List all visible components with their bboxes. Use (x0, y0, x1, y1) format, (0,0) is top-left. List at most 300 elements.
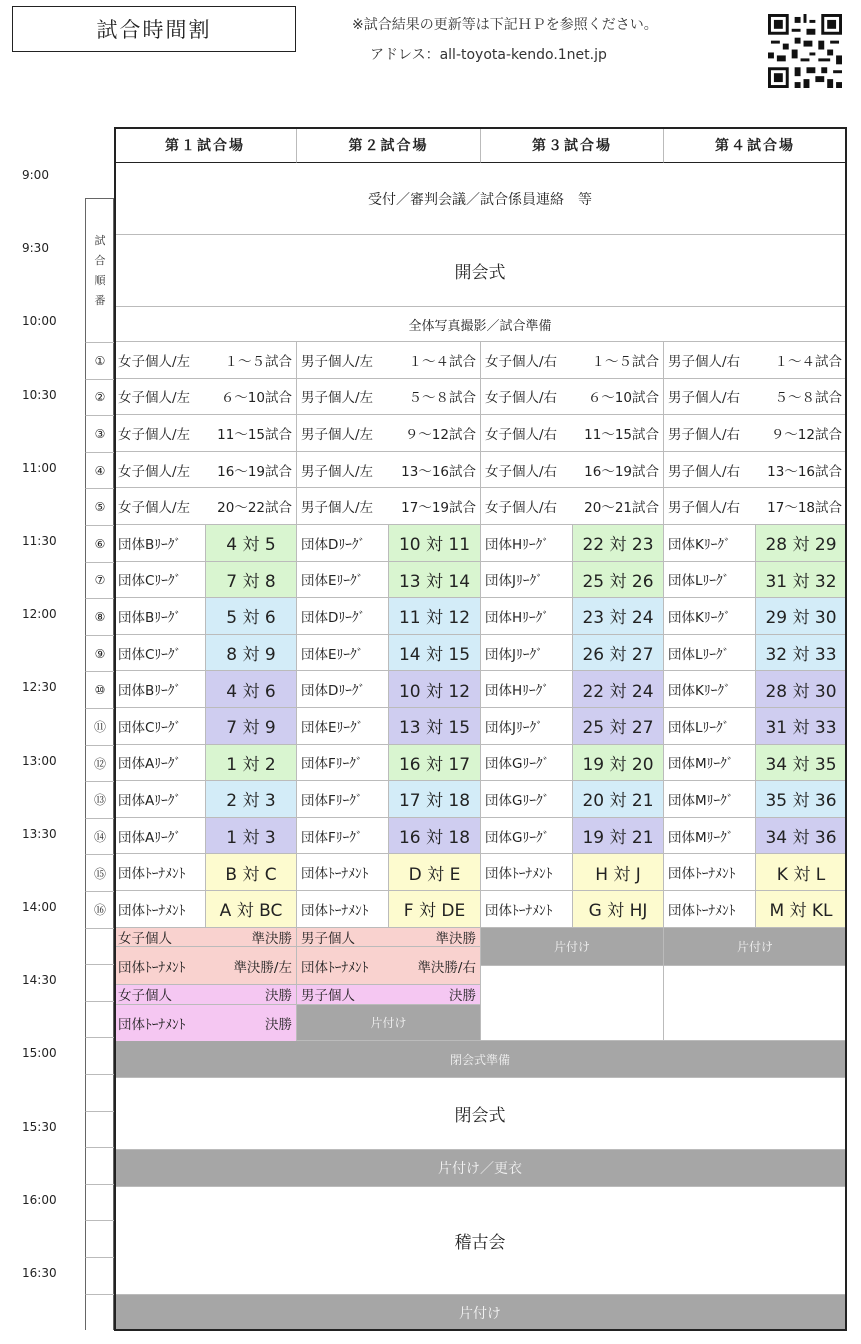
team-matchup (206, 781, 297, 818)
individual-match-cell (664, 452, 847, 489)
time-label: 9:30 (22, 241, 49, 256)
division-label: 女子個人/左 (118, 390, 191, 407)
time-label: 10:00 (22, 314, 57, 329)
time-label: 15:00 (22, 1046, 57, 1061)
division-label: 女子個人 (118, 988, 172, 1005)
matchup-label: 28 対 29 (765, 535, 837, 556)
league-label: 団体Kﾘｰｸﾞ (668, 536, 731, 553)
team-league-label (114, 781, 206, 818)
team-league-label (297, 891, 389, 928)
court2-cleanup (297, 1005, 481, 1041)
league-label: 団体Lﾘｰｸﾞ (668, 573, 730, 590)
team-matchup (756, 562, 847, 599)
team-league-label (664, 562, 756, 599)
order-number: ③ (85, 415, 114, 452)
team-matchup (573, 745, 664, 782)
team-matchup (756, 745, 847, 782)
match-range: ９～12試合 (770, 426, 842, 443)
league-label: 団体ﾄｰﾅﾒﾝﾄ (301, 866, 369, 883)
matchup-label: 32 対 33 (765, 645, 837, 666)
team-league-label (664, 671, 756, 708)
court-header-4 (664, 127, 847, 163)
team-league-label (664, 891, 756, 928)
league-label: 団体Bﾘｰｸﾞ (118, 609, 182, 626)
individual-match-cell (481, 488, 664, 525)
team-matchup (389, 708, 481, 745)
individual-match-cell (664, 488, 847, 525)
division-label: 女子個人/左 (118, 426, 191, 443)
team-matchup (389, 891, 481, 928)
team-matchup (206, 525, 297, 562)
order-number: ④ (85, 452, 114, 489)
order-number: ⑥ (85, 525, 114, 562)
team-matchup (389, 562, 481, 599)
team-league-label (664, 525, 756, 562)
division-label: 団体ﾄｰﾅﾒﾝﾄ (301, 959, 369, 976)
individual-match-cell (664, 342, 847, 379)
matchup-label: 31 対 32 (765, 571, 837, 592)
team-league-label (664, 745, 756, 782)
team-matchup (389, 854, 481, 891)
order-blank (85, 1001, 114, 1038)
match-range: ９～12試合 (404, 426, 476, 443)
team-league-label (297, 781, 389, 818)
matchup-label: 11 対 12 (398, 608, 471, 629)
league-label: 団体Bﾘｰｸﾞ (118, 536, 182, 553)
league-label: 団体Gﾘｰｸﾞ (485, 792, 550, 809)
team-league-label (297, 854, 389, 891)
team-league-label (664, 781, 756, 818)
order-blank (85, 1111, 114, 1148)
team-matchup (573, 781, 664, 818)
team-league-label (114, 671, 206, 708)
division-label: 女子個人/左 (118, 500, 191, 517)
match-range: 16～19試合 (217, 463, 292, 480)
matchup-label: 7 対 8 (226, 571, 276, 592)
team-matchup (206, 745, 297, 782)
individual-match-cell (297, 488, 481, 525)
website-address[interactable]: アドレス：all-toyota-kendo.1net.jp (370, 47, 607, 63)
time-label: 14:00 (22, 900, 57, 914)
court3-empty (481, 966, 664, 1041)
division-label: 女子個人/右 (485, 390, 558, 407)
division-label: 男子個人/右 (668, 426, 741, 443)
league-label: 団体Fﾘｰｸﾞ (301, 792, 363, 809)
matchup-label: H 対 J (595, 864, 641, 885)
matchup-label: 31 対 33 (765, 718, 837, 739)
team-matchup (206, 818, 297, 855)
order-header-char: 試 (94, 233, 106, 247)
team-league-label (297, 818, 389, 855)
event-label: 開会式 (454, 263, 506, 283)
order-number: ⑮ (85, 854, 114, 891)
match-range: 13～16試合 (401, 463, 476, 480)
team-league-label (297, 745, 389, 782)
individual-match-cell (114, 415, 297, 452)
court-header-3 (481, 127, 664, 163)
individual-match-cell (114, 488, 297, 525)
league-label: 団体Lﾘｰｸﾞ (668, 646, 730, 663)
time-label: 11:00 (22, 460, 57, 475)
team-matchup (756, 854, 847, 891)
order-blank (85, 1074, 114, 1111)
individual-match-cell (481, 415, 664, 452)
team-league-label (297, 562, 389, 599)
matchup-label: 29 対 30 (765, 608, 837, 629)
individual-match-cell (481, 452, 664, 489)
time-label: 10:30 (22, 387, 57, 402)
team-league-label (114, 562, 206, 599)
division-label: 男子個人/左 (301, 390, 374, 407)
event-reception (114, 163, 847, 235)
league-label: 団体ﾄｰﾅﾒﾝﾄ (668, 866, 736, 883)
match-range: ６～10試合 (587, 390, 659, 407)
division-label: 女子個人 (118, 930, 172, 947)
order-header-char: 合 (94, 253, 106, 267)
order-number: ① (85, 342, 114, 379)
league-label: 団体Cﾘｰｸﾞ (118, 573, 182, 590)
matchup-label: 4 対 6 (226, 681, 276, 702)
cleanup-label: 片付け (370, 1015, 407, 1030)
team-matchup (389, 781, 481, 818)
team-matchup (206, 854, 297, 891)
individual-match-cell (481, 379, 664, 416)
league-label: 団体Dﾘｰｸﾞ (301, 609, 366, 626)
order-number: ⑬ (85, 781, 114, 818)
court1-final-cell (114, 928, 297, 948)
league-label: 団体ﾄｰﾅﾒﾝﾄ (485, 866, 553, 883)
court1-final-cell (114, 947, 297, 985)
division-label: 団体ﾄｰﾅﾒﾝﾄ (118, 1016, 186, 1033)
league-label: 団体Dﾘｰｸﾞ (301, 683, 366, 700)
matchup-label: F 対 DE (403, 901, 466, 922)
division-label: 女子個人/左 (118, 463, 191, 480)
league-label: 団体Kﾘｰｸﾞ (668, 609, 731, 626)
order-blank (85, 1294, 114, 1331)
matchup-label: 19 対 20 (582, 754, 654, 775)
matchup-label: A 対 BC (219, 901, 283, 922)
team-league-label (114, 708, 206, 745)
matchup-label: 26 対 27 (582, 645, 654, 666)
matchup-label: 35 対 36 (765, 791, 837, 812)
division-label: 男子個人/左 (301, 463, 374, 480)
order-number: ② (85, 379, 114, 416)
division-label: 男子個人/右 (668, 353, 741, 370)
league-label: 団体Kﾘｰｸﾞ (668, 683, 731, 700)
matchup-label: 25 対 27 (582, 718, 654, 739)
court2-final-cell (297, 985, 481, 1005)
individual-match-cell (114, 379, 297, 416)
league-label: 団体Eﾘｰｸﾞ (301, 573, 364, 590)
team-matchup (206, 598, 297, 635)
event-cleanup-change (114, 1150, 847, 1187)
matchup-label: 22 対 24 (582, 681, 654, 702)
matchup-label: 22 対 23 (582, 535, 654, 556)
event-label: 片付け／更衣 (438, 1161, 522, 1177)
match-range: 16～19試合 (584, 463, 659, 480)
matchup-label: K 対 L (776, 864, 826, 885)
league-label: 団体Mﾘｰｸﾞ (668, 756, 734, 773)
matchup-label: 20 対 21 (582, 791, 654, 812)
division-label: 男子個人/左 (301, 353, 374, 370)
matchup-label: 10 対 11 (398, 535, 471, 556)
court-header-label: 第４試合場 (715, 137, 795, 154)
league-label: 団体Fﾘｰｸﾞ (301, 829, 363, 846)
event-cleanup-final (114, 1295, 847, 1331)
matchup-label: 14 対 15 (398, 645, 471, 666)
league-label: 団体Hﾘｰｸﾞ (485, 609, 550, 626)
round-label: 決勝 (265, 1016, 292, 1033)
event-label: 閉会式準備 (449, 1052, 510, 1067)
team-league-label (114, 891, 206, 928)
division-label: 男子個人 (301, 930, 355, 947)
event-photo (114, 307, 847, 342)
team-matchup (573, 854, 664, 891)
match-range: 13～16試合 (767, 463, 842, 480)
matchup-label: 17 対 18 (398, 791, 471, 812)
team-league-label (481, 562, 573, 599)
league-label: 団体Mﾘｰｸﾞ (668, 792, 734, 809)
team-league-label (481, 671, 573, 708)
order-blank (85, 1257, 114, 1294)
order-header-char: 順 (94, 273, 106, 287)
round-label: 準決勝 (435, 930, 476, 947)
individual-match-cell (664, 379, 847, 416)
order-blank (85, 1037, 114, 1074)
league-label: 団体Jﾘｰｸﾞ (485, 646, 543, 663)
team-matchup (756, 598, 847, 635)
team-matchup (756, 671, 847, 708)
court-header-label: 第２試合場 (348, 137, 429, 154)
league-label: 団体Jﾘｰｸﾞ (485, 719, 543, 736)
cleanup-label: 片付け (553, 939, 590, 954)
team-league-label (481, 708, 573, 745)
round-label: 準決勝/右 (417, 959, 476, 976)
matchup-label: 8 対 9 (226, 645, 276, 666)
matchup-label: 34 対 35 (765, 754, 837, 775)
match-range: ６～10試合 (220, 390, 292, 407)
matchup-label: G 対 HJ (588, 901, 648, 922)
court-header-1 (114, 127, 297, 163)
matchup-label: 7 対 9 (226, 718, 276, 739)
match-range: ５～８試合 (774, 390, 842, 407)
results-note: ※試合結果の更新等は下記ＨＰを参照ください。 (352, 17, 658, 33)
individual-match-cell (114, 342, 297, 379)
court-header-label: 第１試合場 (165, 137, 245, 154)
division-label: 男子個人 (301, 988, 355, 1005)
division-label: 団体ﾄｰﾅﾒﾝﾄ (118, 959, 186, 976)
time-label: 13:00 (22, 753, 57, 768)
time-label: 9:00 (22, 168, 49, 182)
time-label: 14:30 (22, 973, 57, 988)
team-league-label (481, 854, 573, 891)
matchup-label: 10 対 12 (398, 681, 471, 702)
team-matchup (389, 525, 481, 562)
team-league-label (114, 818, 206, 855)
league-label: 団体Gﾘｰｸﾞ (485, 829, 550, 846)
team-league-label (664, 854, 756, 891)
round-label: 準決勝 (251, 930, 292, 947)
team-matchup (206, 708, 297, 745)
order-number: ⑪ (85, 708, 114, 745)
court2-final-cell (297, 947, 481, 985)
matchup-label: 1 対 3 (226, 828, 276, 849)
team-league-label (114, 745, 206, 782)
matchup-label: M 対 KL (769, 901, 833, 922)
cleanup-label: 片付け (736, 939, 773, 954)
court4-cleanup (664, 928, 847, 966)
team-matchup (389, 598, 481, 635)
matchup-label: 2 対 3 (226, 791, 276, 812)
order-header-char: 番 (94, 293, 106, 307)
division-label: 男子個人/左 (301, 426, 374, 443)
team-league-label (114, 635, 206, 672)
league-label: 団体Aﾘｰｸﾞ (118, 829, 182, 846)
league-label: 団体ﾄｰﾅﾒﾝﾄ (485, 902, 553, 919)
team-matchup (206, 671, 297, 708)
team-league-label (481, 891, 573, 928)
order-number: ⑦ (85, 562, 114, 599)
team-matchup (756, 708, 847, 745)
court-header-2 (297, 127, 481, 163)
team-matchup (573, 818, 664, 855)
league-label: 団体Eﾘｰｸﾞ (301, 646, 364, 663)
event-closing (114, 1078, 847, 1150)
team-matchup (389, 635, 481, 672)
individual-match-cell (297, 415, 481, 452)
league-label: 団体Fﾘｰｸﾞ (301, 756, 363, 773)
division-label: 男子個人/右 (668, 500, 741, 517)
team-matchup (206, 562, 297, 599)
individual-match-cell (297, 342, 481, 379)
matchup-label: 23 対 24 (582, 608, 654, 629)
team-league-label (297, 525, 389, 562)
league-label: 団体Hﾘｰｸﾞ (485, 683, 550, 700)
order-blank (85, 1220, 114, 1257)
court2-final-cell (297, 928, 481, 948)
match-range: 17～18試合 (767, 500, 842, 517)
team-league-label (481, 635, 573, 672)
court-header-label: 第３試合場 (532, 137, 612, 154)
league-label: 団体Eﾘｰｸﾞ (301, 719, 364, 736)
individual-match-cell (297, 452, 481, 489)
team-matchup (573, 671, 664, 708)
time-label: 13:30 (22, 826, 57, 841)
team-matchup (206, 891, 297, 928)
team-matchup (756, 525, 847, 562)
team-matchup (756, 891, 847, 928)
team-league-label (664, 598, 756, 635)
league-label: 団体Bﾘｰｸﾞ (118, 683, 182, 700)
event-label: 全体写真撮影／試合準備 (408, 318, 552, 334)
league-label: 団体Lﾘｰｸﾞ (668, 719, 730, 736)
time-label: 15:30 (22, 1119, 57, 1134)
individual-match-cell (481, 342, 664, 379)
match-range: １～４試合 (774, 353, 842, 370)
league-label: 団体Aﾘｰｸﾞ (118, 792, 182, 809)
matchup-label: 13 対 15 (398, 718, 471, 739)
order-number: ⑨ (85, 635, 114, 672)
order-number: ⑧ (85, 598, 114, 635)
matchup-label: 34 対 36 (765, 828, 837, 849)
order-number: ⑤ (85, 488, 114, 525)
team-matchup (573, 525, 664, 562)
event-label: 閉会式 (454, 1106, 506, 1126)
league-label: 団体Gﾘｰｸﾞ (485, 756, 550, 773)
individual-match-cell (114, 452, 297, 489)
team-matchup (389, 671, 481, 708)
time-label: 12:30 (22, 680, 57, 695)
event-opening (114, 235, 847, 307)
division-label: 女子個人/右 (485, 353, 558, 370)
matchup-label: D 対 E (408, 864, 461, 885)
team-league-label (114, 598, 206, 635)
team-matchup (573, 598, 664, 635)
team-matchup (206, 635, 297, 672)
matchup-label: 28 対 30 (765, 681, 837, 702)
match-range: １～４試合 (408, 353, 476, 370)
division-label: 男子個人/左 (301, 500, 374, 517)
matchup-label: 25 対 26 (582, 571, 654, 592)
team-league-label (664, 818, 756, 855)
league-label: 団体Hﾘｰｸﾞ (485, 536, 550, 553)
matchup-label: 16 対 17 (398, 754, 471, 775)
match-range: １～５試合 (224, 353, 292, 370)
match-range: 11～15試合 (584, 426, 659, 443)
order-blank (85, 928, 114, 965)
team-league-label (114, 854, 206, 891)
order-blank (85, 964, 114, 1001)
page-title: 試合時間割 (12, 6, 296, 52)
event-label: 受付／審判会議／試合係員連絡 等 (368, 191, 592, 208)
matchup-label: 19 対 21 (582, 828, 654, 849)
team-league-label (297, 598, 389, 635)
league-label: 団体Aﾘｰｸﾞ (118, 756, 182, 773)
team-league-label (481, 745, 573, 782)
league-label: 団体Jﾘｰｸﾞ (485, 573, 543, 590)
order-number: ⑫ (85, 745, 114, 782)
match-range: 20～22試合 (217, 500, 292, 517)
league-label: 団体Cﾘｰｸﾞ (118, 719, 182, 736)
team-matchup (756, 635, 847, 672)
team-league-label (481, 818, 573, 855)
court1-final-cell (114, 985, 297, 1005)
court1-final-cell (114, 1005, 297, 1042)
individual-match-cell (664, 415, 847, 452)
time-label: 16:00 (22, 1192, 57, 1207)
match-range: 20～21試合 (584, 500, 659, 517)
league-label: 団体ﾄｰﾅﾒﾝﾄ (668, 902, 736, 919)
match-range: ５～８試合 (408, 390, 476, 407)
order-blank (85, 1147, 114, 1184)
order-blank (85, 1184, 114, 1221)
order-number: ⑭ (85, 818, 114, 855)
team-league-label (297, 635, 389, 672)
court3-cleanup (481, 928, 664, 966)
team-league-label (664, 635, 756, 672)
court4-empty (664, 966, 847, 1041)
division-label: 女子個人/右 (485, 500, 558, 517)
round-label: 準決勝/左 (233, 959, 292, 976)
team-league-label (481, 525, 573, 562)
match-range: 17～19試合 (401, 500, 476, 517)
time-label: 11:30 (22, 534, 57, 548)
matchup-label: 5 対 6 (226, 608, 276, 629)
qr-code-icon (768, 14, 842, 88)
matchup-label: 13 対 14 (398, 571, 471, 592)
time-label: 12:00 (22, 607, 57, 622)
division-label: 女子個人/左 (118, 353, 191, 370)
